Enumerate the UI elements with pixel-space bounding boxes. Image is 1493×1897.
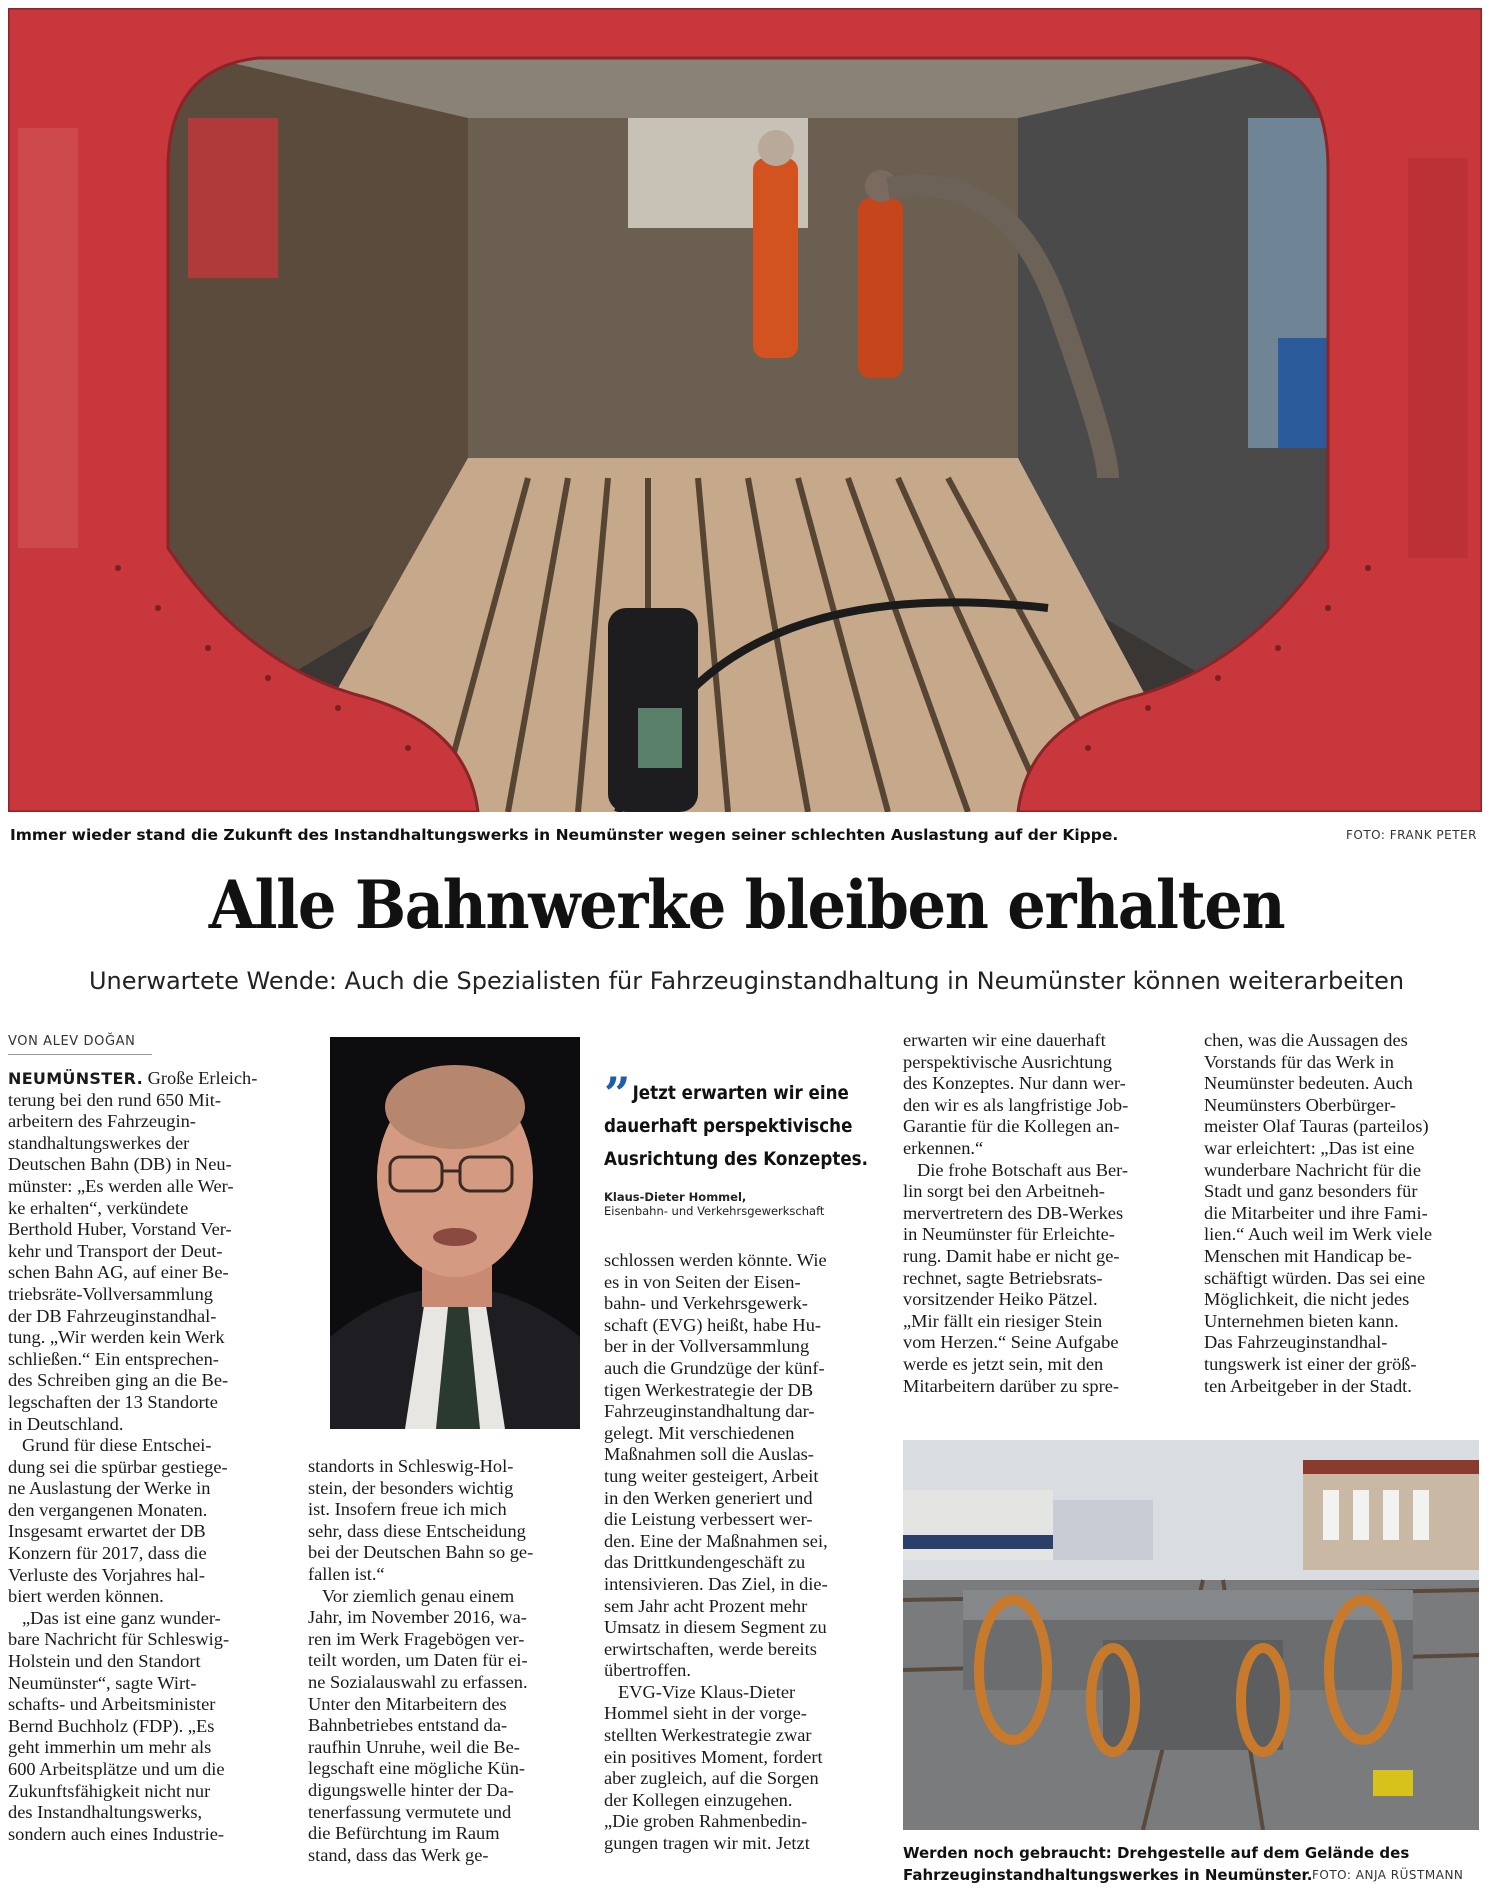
article-column-2 <box>308 1456 580 1866</box>
col1-line: bare Nachricht für Schleswig- <box>8 1629 230 1650</box>
col4-line: werde es jetzt sein, mit den <box>903 1353 1104 1374</box>
col5-line: Neumünsters Oberbürger- <box>1204 1094 1396 1115</box>
col1-line: in Deutschland. <box>8 1413 124 1434</box>
article-column-4 <box>903 1030 1175 1397</box>
byline: VON ALEV DOĞAN <box>8 1034 136 1049</box>
col2-line: legschaft eine mögliche Kün- <box>308 1758 526 1779</box>
col2-line: bei der Deutschen Bahn so ge- <box>308 1542 534 1563</box>
col4-line: vom Herzen.“ Seine Aufgabe <box>903 1332 1119 1353</box>
col2-line: fallen ist.“ <box>308 1563 385 1584</box>
headline: Alle Bahnwerke bleiben erhalten <box>208 866 1285 944</box>
col3-line: stellten Werkestrategie zwar <box>604 1725 812 1746</box>
quote-mark-icon: ” <box>604 1067 631 1121</box>
quote-text: Jetzt erwarten wir eine dauerhaft perspektivische Ausrichtung des Konzeptes. <box>604 1082 868 1170</box>
col3-line: intensivieren. Das Ziel, in die- <box>604 1573 828 1594</box>
col3-line: übertroffen. <box>604 1660 691 1681</box>
col1-line: des Schreiben ging an die Be- <box>8 1370 229 1391</box>
col4-line: in Neumünster für Erleichte- <box>903 1224 1115 1245</box>
byline-rule <box>8 1054 152 1055</box>
col5-line: Unternehmen bieten kann. <box>1204 1310 1399 1331</box>
col2-line: digungswelle hinter der Da- <box>308 1779 514 1800</box>
col1-line: Holstein und den Standort <box>8 1651 201 1672</box>
col3-line: auch die Grundzüge der künf- <box>604 1357 825 1378</box>
col1-line: Bernd Buchholz (FDP). „Es <box>8 1715 215 1736</box>
col5-line: ten Arbeitgeber in der Stadt. <box>1204 1375 1412 1396</box>
col4-line: mervertretern des DB-Werkes <box>903 1202 1124 1223</box>
col1-line: dung sei die spürbar gestiege- <box>8 1456 228 1477</box>
col5-line: wunderbare Nachricht für die <box>1204 1159 1422 1180</box>
col3-line: der Kollegen einzugehen. <box>604 1789 793 1810</box>
col5-line: Stadt und ganz besonders für <box>1204 1181 1418 1202</box>
col2-line: ren im Werk Fragebögen ver- <box>308 1628 525 1649</box>
col4-line: rechnet, sagte Betriebsrats- <box>903 1267 1103 1288</box>
col5-line: Neumünster bedeuten. Auch <box>1204 1073 1413 1094</box>
col1-line: tung. „Wir werden kein Werk <box>8 1327 225 1348</box>
col3-line: Maßnahmen soll die Auslas- <box>604 1444 814 1465</box>
col2-line: stand, dass das Werk ge- <box>308 1844 489 1865</box>
portrait-photo <box>330 1037 580 1429</box>
col3-line: ber in der Vollversammlung <box>604 1336 810 1357</box>
col3-line: bahn- und Verkehrsgewerk- <box>604 1293 808 1314</box>
article-column-3 <box>604 1250 876 1855</box>
col1-line: triebsräte-Vollversammlung <box>8 1283 213 1304</box>
col3-line: tigen Werkestrategie der DB <box>604 1379 814 1400</box>
col4-line: Mitarbeitern darüber zu spre- <box>903 1375 1119 1396</box>
pull-quote <box>604 1067 876 1218</box>
col3-line: ein positives Moment, fordert <box>604 1746 823 1767</box>
col3-line: das Drittkundengeschäft zu <box>604 1552 806 1573</box>
col1-line: arbeitern des Fahrzeugin- <box>8 1111 196 1132</box>
col4-line: vorsitzender Heiko Pätzel. <box>903 1289 1098 1310</box>
col3-line: Fahrzeuginstandhaltung dar- <box>604 1401 815 1422</box>
col1-line: Neumünster“, sagte Wirt- <box>8 1672 197 1693</box>
col3-line: schlossen werden könnte. Wie <box>604 1250 827 1270</box>
quote-author-role: Eisenbahn- und Verkehrsgewerkschaft <box>604 1204 825 1218</box>
col1-line: Große Erleich- <box>147 1068 258 1088</box>
top-photo-caption: Immer wieder stand die Zukunft des Instandhaltungswerks in Neumünster wegen seiner schlechten Auslastung auf der Kippe. <box>10 826 1119 844</box>
col1-line: sondern auch eines Industrie- <box>8 1823 225 1844</box>
col5-line: chen, was die Aussagen des <box>1204 1030 1408 1050</box>
col1-line: kehr und Transport der Deut- <box>8 1240 223 1261</box>
col5-line: Möglichkeit, die nicht jedes <box>1204 1289 1410 1310</box>
col1-line: 600 Arbeitsplätze und um die <box>8 1759 225 1779</box>
col4-line: erwarten wir eine dauerhaft <box>903 1030 1106 1050</box>
col1-line: biert werden können. <box>8 1586 164 1607</box>
col2-line: Vor ziemlich genau einem <box>322 1585 515 1606</box>
col3-line: die Leistung verbessert wer- <box>604 1509 813 1530</box>
col3-line: in den Werken generiert und <box>604 1487 813 1508</box>
col5-line: die Mitarbeiter und ihre Fami- <box>1204 1202 1428 1223</box>
dateline: NEUMÜNSTER. <box>8 1069 143 1088</box>
bogie-photo-caption: Werden noch gebraucht: Drehgestelle auf dem Gelände des Fahrzeuginstandhaltungswerkes in Neumünster. <box>903 1844 1410 1884</box>
col5-line: Menschen mit Handicap be- <box>1204 1245 1412 1266</box>
col1-line: Berthold Huber, Vorstand Ver- <box>8 1219 232 1240</box>
col2-line: raufhin Unruhe, weil die Be- <box>308 1736 520 1757</box>
col2-line: stein, der besonders wichtig <box>308 1477 514 1498</box>
col4-line: rung. Damit habe er nicht ge- <box>903 1245 1120 1266</box>
col1-line: terung bei den rund 650 Mit- <box>8 1089 221 1110</box>
col3-line: Umsatz in diesem Segment zu <box>604 1617 827 1638</box>
col1-line: schafts- und Arbeitsminister <box>8 1694 216 1715</box>
col1-line: Insgesamt erwartet der DB <box>8 1521 206 1542</box>
col1-line: Deutschen Bahn (DB) in Neu- <box>8 1154 232 1175</box>
article-column-5 <box>1204 1030 1479 1397</box>
col1-line: der DB Fahrzeuginstandhal- <box>8 1305 217 1326</box>
col3-line: gelegt. Mit verschiedenen <box>604 1422 795 1443</box>
col1-line: des Instandhaltungswerks, <box>8 1802 203 1823</box>
col1-line: Grund für diese Entschei- <box>22 1435 212 1456</box>
col1-line: legschaften der 13 Standorte <box>8 1391 218 1412</box>
col2-line: tenerfassung vermutete und <box>308 1801 512 1822</box>
col4-line: perspektivische Ausrichtung <box>903 1051 1112 1072</box>
col1-line: münster: „Es werden alle Wer- <box>8 1175 234 1196</box>
col3-line: „Die groben Rahmenbedin- <box>604 1811 808 1832</box>
col4-line: den wir es als langfristige Job- <box>903 1094 1129 1115</box>
col3-line: aber zugleich, auf die Sorgen <box>604 1768 819 1789</box>
col2-line: Jahr, im November 2016, wa- <box>308 1607 527 1628</box>
col5-line: Das Fahrzeuginstandhal- <box>1204 1332 1388 1353</box>
col5-line: tungswerk ist einer der größ- <box>1204 1353 1417 1374</box>
col5-line: schäftigt würden. Das sei eine <box>1204 1267 1426 1288</box>
col2-line: die Befürchtung im Raum <box>308 1823 500 1844</box>
col1-line: Zukunftsfähigkeit nicht nur <box>8 1780 211 1801</box>
subheadline: Unerwartete Wende: Auch die Spezialisten für Fahrzeuginstandhaltung in Neumünster können weiterarbeiten <box>88 967 1405 995</box>
col5-line: lien.“ Auch weil im Werk viele <box>1204 1224 1432 1245</box>
top-photo-credit: FOTO: FRANK PETER <box>1346 828 1477 842</box>
col3-line: den. Eine der Maßnahmen sei, <box>604 1530 828 1551</box>
col3-line: erwirtschaften, werde bereits <box>604 1638 817 1659</box>
col1-line: ke erhalten“, verkündete <box>8 1197 189 1218</box>
col3-line: sem Jahr acht Prozent mehr <box>604 1595 808 1616</box>
col3-line: gungen tragen wir mit. Jetzt <box>604 1833 810 1854</box>
col2-line: teilt worden, um Daten für ei- <box>308 1650 528 1671</box>
bogie-photo-credit: FOTO: ANJA RÜSTMANN <box>1312 1868 1464 1882</box>
col1-line: schließen.“ Ein entsprechen- <box>8 1348 219 1369</box>
col1-line: Konzern für 2017, dass die <box>8 1543 207 1564</box>
col5-line: war erleichtert: „Das ist eine <box>1204 1137 1415 1158</box>
col5-line: Vorstands für das Werk in <box>1204 1051 1394 1072</box>
quote-author: Klaus-Dieter Hommel, <box>604 1190 747 1204</box>
col2-line: standorts in Schleswig-Hol- <box>308 1456 514 1476</box>
col4-line: erkennen.“ <box>903 1137 984 1158</box>
col2-line: Bahnbetriebes entstand da- <box>308 1715 508 1736</box>
article-column-1 <box>8 1068 280 1845</box>
col1-line: Verluste des Vorjahres hal- <box>8 1564 205 1585</box>
top-photo <box>8 8 1482 812</box>
col4-line: „Mir fällt ein riesiger Stein <box>903 1310 1103 1331</box>
col4-line: Garantie für die Kollegen an- <box>903 1116 1120 1137</box>
col2-line: sehr, dass diese Entscheidung <box>308 1520 526 1541</box>
col3-line: EVG-Vize Klaus-Dieter <box>618 1681 796 1702</box>
col4-line: Die frohe Botschaft aus Ber- <box>917 1159 1129 1180</box>
col1-line: standhaltungswerkes der <box>8 1132 190 1153</box>
bogie-photo <box>903 1440 1479 1830</box>
col1-line: ne Auslastung der Werke in <box>8 1478 211 1499</box>
col5-line: meister Olaf Tauras (parteilos) <box>1204 1116 1429 1137</box>
col1-line: schen Bahn AG, auf einer Be- <box>8 1262 229 1283</box>
col1-line: den vergangenen Monaten. <box>8 1499 208 1520</box>
col1-line: „Das ist eine ganz wunder- <box>22 1607 221 1628</box>
col3-line: Hommel sieht in der vorge- <box>604 1703 807 1724</box>
col3-line: tung weiter gesteigert, Arbeit <box>604 1465 819 1486</box>
col2-line: Unter den Mitarbeitern des <box>308 1693 507 1714</box>
col3-line: es in von Seiten der Eisen- <box>604 1271 801 1292</box>
col4-line: lin sorgt bei den Arbeitneh- <box>903 1181 1105 1202</box>
col2-line: ist. Insofern freue ich mich <box>308 1499 507 1520</box>
col2-line: ne Sozialauswahl zu erfassen. <box>308 1671 528 1692</box>
col1-line: geht immerhin um mehr als <box>8 1737 212 1758</box>
col4-line: des Konzeptes. Nur dann wer- <box>903 1073 1126 1094</box>
col3-line: schaft (EVG) heißt, habe Hu- <box>604 1314 822 1335</box>
